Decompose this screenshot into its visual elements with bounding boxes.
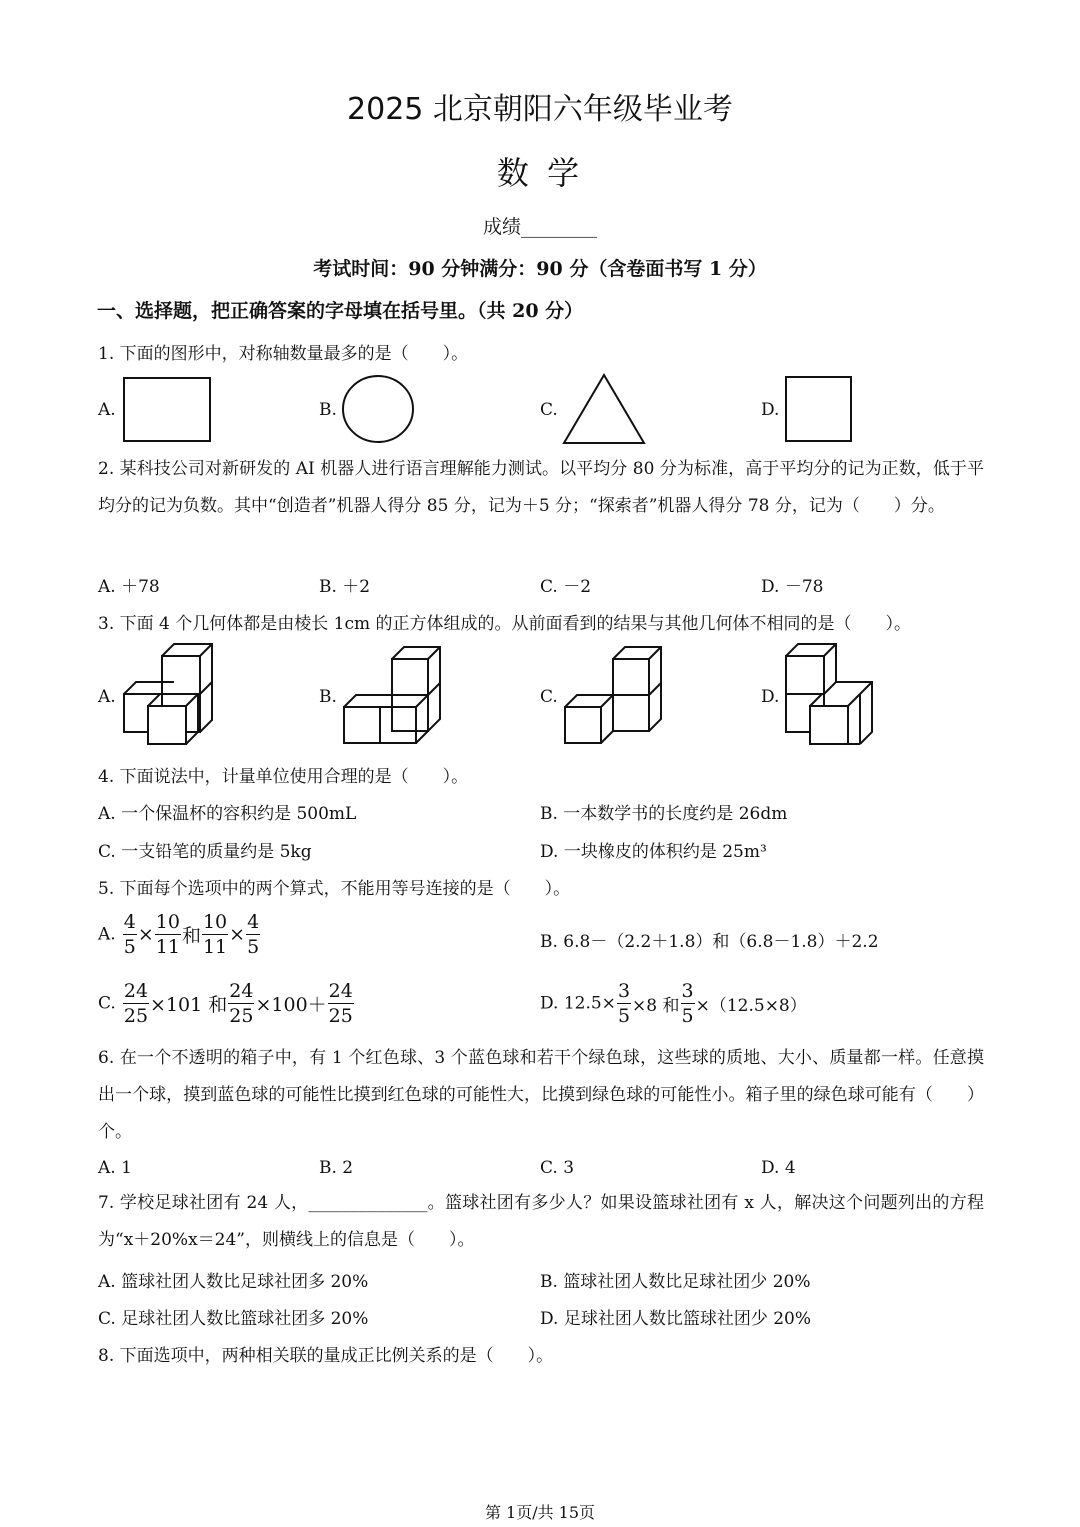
question-5-stem: 5. 下面每个选项中的两个算式，不能用等号连接的是（ ）。: [98, 879, 571, 899]
numerator: 10: [155, 911, 180, 933]
denominator: 5: [123, 936, 136, 958]
fraction: [155, 910, 181, 959]
numerator: 4: [123, 911, 136, 933]
q5-option-d: [540, 979, 807, 1028]
question-8-stem: 8. 下面选项中，两种相关联的量成正比例关系的是（ ）。: [98, 1346, 554, 1366]
fraction: [617, 979, 631, 1028]
q5-d-label: D. 12.5×: [540, 993, 616, 1014]
q7-option-c: C. 足球社团人数比篮球社团多 20%: [98, 1309, 369, 1329]
page-number: 第 1页/共 15页: [484, 1503, 596, 1522]
fraction: [228, 979, 254, 1028]
q1-option-a-label: A.: [98, 400, 116, 420]
question-7-stem: 7. 学校足球社团有 24 人，______________。篮球社团有多少人？如果设篮球社团有 x 人，解决这个问题列出的方程为“x＋20%x＝24”，则横线上的信息是（ ）。: [98, 1193, 984, 1250]
rectangle-figure: [124, 378, 210, 442]
question-1-stem: 1. 下面的图形中，对称轴数量最多的是（ ）。: [98, 344, 469, 364]
question-3-stem: 3. 下面 4 个几何体都是由棱长 1cm 的正方体组成的。从前面看到的结果与其他几何体不相同的是（ ）。: [98, 614, 912, 634]
numerator: 3: [617, 980, 631, 1002]
expression-text: ×100＋: [255, 994, 327, 1016]
section-heading: 一、选择题，把正确答案的字母填在括号里。（共 20 分）: [97, 300, 584, 322]
denominator: 5: [617, 1005, 631, 1027]
denominator: 11: [202, 936, 228, 958]
numerator: 24: [229, 980, 254, 1002]
triangle-figure: [564, 375, 646, 445]
q7-option-b: B. 篮球社团人数比足球社团少 20%: [540, 1272, 811, 1292]
question-6-stem: 6. 在一个不透明的箱子中，有 1 个红色球、3 个蓝色球和若干个绿色球，这些球的质地、大小、质量都一样。任意摸出一个球，摸到蓝色球的可能性比摸到红色球的可能性大，比摸到绿色球的可能性小。箱子里的绿色球可能有（ ）个。: [98, 1048, 984, 1142]
q2-option-a: A. ＋78: [98, 577, 160, 597]
denominator: 11: [155, 936, 180, 958]
expression-text: ×8 和: [632, 996, 680, 1016]
question-2-stem: 2. 某科技公司对新研发的 AI 机器人进行语言理解能力测试。以平均分 80 分为标准，高于平均分的记为正数，低于平均分的记为负数。其中“创造者”机器人得分 85 分，记为＋5 分；“探索者”机器人得分 78 分，记为（ ）分。: [98, 459, 984, 516]
q2-option-d: D. －78: [761, 577, 824, 597]
fraction: [123, 910, 137, 959]
q2-option-b: B. ＋2: [319, 577, 371, 597]
denominator: 5: [247, 936, 260, 958]
denominator: 25: [123, 1005, 149, 1027]
q4-option-a: A. 一个保温杯的容积约是 500mL: [98, 804, 357, 824]
q3-option-b-label: B.: [319, 687, 337, 707]
q4-option-b: B. 一本数学书的长度约是 26dm: [540, 804, 788, 824]
operator: ×: [229, 923, 246, 946]
q4-option-d: D. 一块橡皮的体积约是 25m³: [540, 842, 767, 862]
cube-solid-d-figure: [784, 644, 876, 748]
operator: ×: [137, 923, 154, 946]
q7-option-d: D. 足球社团人数比篮球社团少 20%: [540, 1309, 812, 1329]
denominator: 25: [328, 1005, 353, 1027]
q2-option-c: C. －2: [540, 577, 592, 597]
q5-option-b: B. 6.8－（2.2＋1.8）和（6.8－1.8）＋2.2: [540, 932, 879, 952]
q5-a-label: A.: [98, 924, 116, 945]
fraction: [328, 979, 354, 1028]
expression-text: ×（12.5×8）: [695, 996, 807, 1016]
q3-option-a-label: A.: [98, 687, 116, 707]
q7-option-a: A. 篮球社团人数比足球社团多 20%: [98, 1272, 369, 1292]
numerator: 4: [247, 911, 260, 933]
q6-option-c: C. 3: [540, 1158, 575, 1178]
numerator: 3: [681, 980, 694, 1002]
q5-c-label: C.: [98, 993, 116, 1014]
q6-option-a: A. 1: [98, 1158, 132, 1178]
exam-meta: 考试时间：90 分钟满分：90 分（含卷面书写 1 分）: [313, 258, 767, 280]
numerator: 24: [328, 980, 353, 1002]
q6-option-d: D. 4: [761, 1158, 796, 1178]
q5-option-c: [98, 979, 355, 1028]
connector: 和: [181, 925, 201, 947]
q4-option-c: C. 一支铅笔的质量约是 5kg: [98, 842, 312, 862]
denominator: 25: [229, 1005, 254, 1027]
numerator: 10: [202, 911, 228, 933]
score-field: 成绩________: [482, 216, 597, 238]
q3-option-c-label: C.: [540, 687, 558, 707]
fraction: [202, 910, 228, 959]
fraction: [246, 910, 260, 959]
denominator: 5: [681, 1005, 694, 1027]
q6-option-b: B. 2: [319, 1158, 354, 1178]
cube-solid-c-figure: [563, 645, 665, 747]
question-4-stem: 4. 下面说法中，计量单位使用合理的是（ ）。: [98, 767, 469, 787]
q1-option-b-label: B.: [319, 400, 337, 420]
numerator: 24: [123, 980, 149, 1002]
cube-solid-b-figure: [342, 645, 442, 747]
fraction: [681, 979, 695, 1028]
q1-option-d-label: D.: [761, 400, 780, 420]
subject-title: 数 学: [496, 154, 584, 192]
q3-option-d-label: D.: [761, 687, 780, 707]
fraction: [123, 979, 149, 1028]
circle-figure: [343, 376, 415, 444]
cube-solid-a-figure: [122, 644, 217, 748]
expression-text: ×101 和: [150, 994, 228, 1016]
q1-option-c-label: C.: [540, 400, 558, 420]
exam-title: 2025 北京朝阳六年级毕业考: [347, 92, 733, 127]
q5-option-a: [98, 910, 261, 959]
square-figure: [786, 377, 852, 443]
